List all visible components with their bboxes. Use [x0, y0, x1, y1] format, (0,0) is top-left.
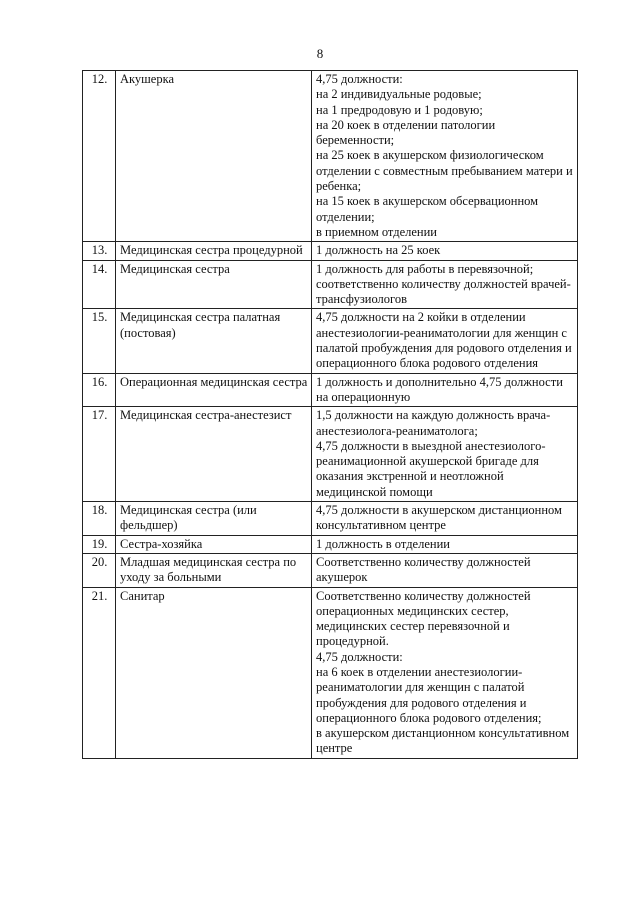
staffing-norm	[312, 553, 578, 587]
row-number: 16.	[83, 373, 116, 407]
table-row	[83, 309, 578, 373]
position-title: Санитар	[116, 587, 312, 758]
staffing-norm	[312, 587, 578, 758]
norm-line: Соответственно количеству должностей акушерок	[316, 554, 531, 585]
table-row	[83, 535, 578, 553]
position-title: Медицинская сестра процедурной	[116, 242, 312, 260]
table-row	[83, 242, 578, 260]
row-number: 13.	[83, 242, 116, 260]
staffing-norm	[312, 309, 578, 373]
table-row	[83, 373, 578, 407]
row-number: 18.	[83, 502, 116, 536]
staffing-norm	[312, 260, 578, 309]
position-title: Медицинская сестра палатная (постовая)	[116, 309, 312, 373]
position-title: Акушерка	[116, 71, 312, 242]
page-number: 8	[316, 46, 324, 61]
table-row	[83, 407, 578, 502]
staffing-norm	[312, 535, 578, 553]
norm-line: на 20 коек в отделении патологии беременности;	[316, 117, 496, 148]
staffing-norm	[312, 373, 578, 407]
position-title: Сестра-хозяйка	[116, 535, 312, 553]
norm-line: 1,5 должности на каждую должность врача-анестезиолога-реаниматолога;	[316, 408, 551, 438]
norm-line: на 2 индивидуальные родовые;	[316, 87, 482, 102]
norm-line: на 1 предродовую и 1 родовую;	[316, 102, 483, 117]
staffing-norm	[312, 71, 578, 242]
norm-line: 4,75 должности в выездной анестезиолого-реанимационной акушерской бригаде для оказания экстренной и неотложной медицинской помощи	[316, 438, 546, 499]
table-row	[83, 587, 578, 758]
norm-line: 4,75 должности:	[316, 72, 403, 86]
staffing-norm	[312, 502, 578, 536]
row-number: 15.	[83, 309, 116, 373]
position-title: Младшая медицинская сестра по уходу за больными	[116, 553, 312, 587]
row-number: 14.	[83, 260, 116, 309]
norm-line: на 25 коек в акушерском физиологическом отделении с совместным пребыванием матери и ребенка;	[316, 148, 573, 194]
norm-line: 1 должность в отделении	[316, 536, 450, 551]
position-title: Операционная медицинская сестра	[116, 373, 312, 407]
row-number: 19.	[83, 535, 116, 553]
norm-line: 1 должность на 25 коек	[316, 243, 441, 258]
norm-line: 1 должность для работы в перевязочной;	[316, 261, 534, 276]
norm-line: соответственно количеству должностей врачей-трансфузиологов	[316, 276, 571, 307]
table-row	[83, 553, 578, 587]
row-number: 20.	[83, 553, 116, 587]
norm-line: на 15 коек в акушерском обсервационном отделении;	[316, 194, 539, 224]
table-row	[83, 502, 578, 536]
staffing-norm	[312, 407, 578, 502]
norm-line: 4,75 должности в акушерском дистанционном консультативном центре	[316, 503, 562, 533]
table-body	[83, 71, 578, 759]
position-title: Медицинская сестра-анестезист	[116, 407, 312, 502]
norm-line: на 6 коек в отделении анестезиологии-реаниматологии для женщин с палатой пробуждения для родового отделения и операционного блока родового отделения;	[316, 664, 542, 725]
norm-line: 4,75 должности:	[316, 649, 403, 664]
norm-line: в приемном отделении	[316, 224, 437, 239]
row-number: 12.	[83, 71, 116, 242]
table-row	[83, 71, 578, 242]
staffing-table	[82, 70, 578, 759]
row-number: 17.	[83, 407, 116, 502]
norm-line: 4,75 должности на 2 койки в отделении анестезиологии-реаниматологии для женщин с палатой пробуждения для родового отделения и операционного блока родового отделения	[316, 310, 572, 371]
norm-line: Соответственно количеству должностей операционных медицинских сестер, медицинских сестер перевязочной и процедурной.	[316, 588, 531, 649]
row-number: 21.	[83, 587, 116, 758]
table-row	[83, 260, 578, 309]
norm-line: в акушерском дистанционном консультативном центре	[316, 726, 570, 756]
norm-line: 1 должность и дополнительно 4,75 должности на операционную	[316, 374, 563, 404]
position-title: Медицинская сестра (или фельдшер)	[116, 502, 312, 536]
staffing-norm	[312, 242, 578, 260]
position-title: Медицинская сестра	[116, 260, 312, 309]
